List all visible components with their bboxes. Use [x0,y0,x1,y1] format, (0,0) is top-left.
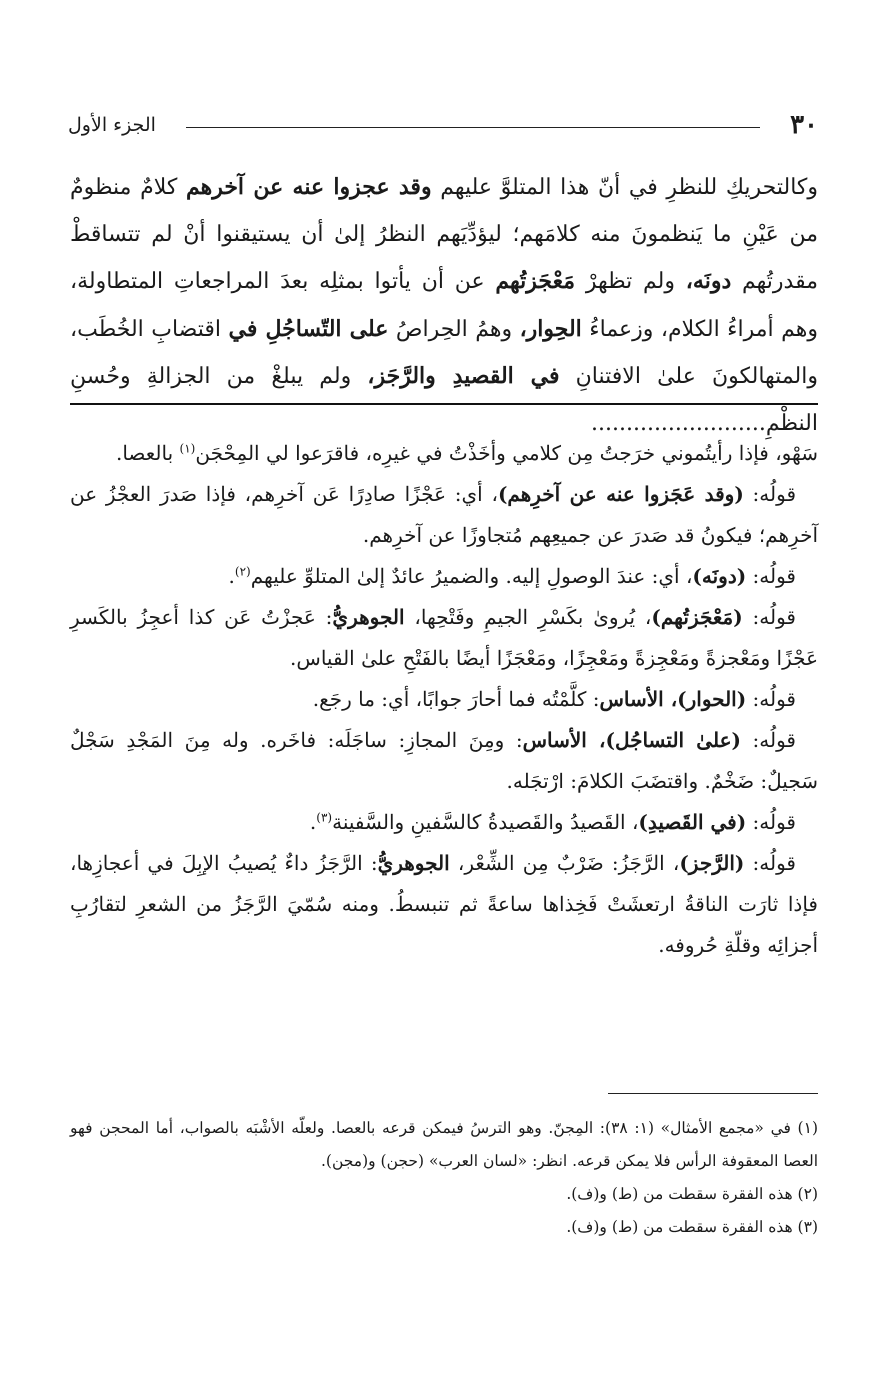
continuation-dots: ......................... [591,410,766,436]
commentary-label: قولُه: [744,851,796,875]
commentary-paragraph [70,843,818,966]
main-text-emphasis: الحِوار، [519,315,582,342]
commentary-lemma: (دونَه) [692,564,747,588]
main-text-segment: اقتضابِ الخُطَب، والمتهالكونَ علىٰ الافتنانِ [70,316,818,389]
commentary-label: قولُه: [740,728,796,752]
running-header [68,110,818,142]
commentary-text: سَهْو، فإذا رأيتُموني خرَجتُ مِن كلامي وأخَذْتُ في غيرِه، فاقرَعوا لي المِحْجَن [195,441,818,465]
footnote-divider [608,1093,818,1094]
commentary-paragraph [70,720,818,802]
commentary-paragraph [70,433,818,474]
footnote-marker: (٣) [316,810,333,825]
main-text-emphasis: مَعْجَزتُهم [495,268,576,294]
footnotes [70,1112,818,1244]
commentary-lemma: (الحوار)، الأساس [599,687,747,711]
main-text-segment: عن أن يأتوا بمثلِه بعدَ المراجعاتِ المتطاولة، وهم أمراءُ الكلام، وزعماءُ [70,269,819,342]
footnote-3: (٣) هذه الفقرة سقطت من (ط) و(ف). [566,1218,818,1236]
commentary-text: ، الرَّجَزُ: ضَرْبٌ مِن الشِّعْر، [449,851,680,875]
commentary-lemma: (علىٰ التساجُل)، الأساس [522,728,741,752]
main-text-emphasis: في القصيدِ والرَّجَز، [367,363,560,389]
commentary-text: ، أي: عندَ الوصولِ إليه. والضميرُ عائدٌ إلىٰ المتلوِّ عليهم [250,564,693,588]
commentary-lemma: (وقد عَجَزوا عنه عن آخرِهم) [497,482,744,506]
commentary [70,433,818,966]
section-title: الجزء الأول [68,114,156,136]
commentary-paragraph [70,597,818,679]
commentary-label: قولُه: [746,564,796,588]
commentary-text: ، القَصيدُ والقَصيدةُ كالسَّفينِ والسَّفينة [332,810,639,834]
footnote-1 [70,1112,818,1178]
commentary-label: قولُه: [742,605,796,629]
commentary-text: . [309,810,317,834]
commentary-lemma: (الرَّجز) [679,851,745,875]
commentary-source: الجوهريُّ [332,605,405,629]
footnote-text: المحجن فهو العصا المعقوفة الرأس فلا يمكن قرعه. انظر: «لسان العرب» (حجن) و(مجن). [70,1119,818,1170]
commentary-paragraph [70,474,818,556]
commentary-text: بالعصا. [115,441,180,465]
main-text-emphasis: دونَه، [685,268,732,294]
commentary-label: قولُه: [746,810,796,834]
commentary-lemma: (في القَصيدِ) [638,810,747,834]
commentary-text: ، يُروىٰ بكَسْرِ الجيمِ وفَتْحِها، [404,605,652,629]
main-text-segment: كلامٌ منظومٌ من عَيْنِ ما يَنظمونَ منه كلامَهم؛ ليؤدِّيَهم النظرُ إلىٰ أن يستيقنوا أنْ لم تتساقطْ مقدرتُهم [70,175,819,294]
main-text-segment: ولم تظهرْ [575,269,686,294]
commentary-paragraph [70,802,818,843]
header-divider [186,127,760,128]
page-number: ٣٠ [790,110,818,140]
commentary-text: : الرَّجَزُ داءٌ يُصيبُ الإبِلَ في أعجازِها، فإذا ثارَت الناقةُ ارتعشَتْ فَخِذاها ساعةً ثم تنبسطُ. ومنه سُمّيَ الرَّجَزُ من الشعرِ لتقارُبِ أجزائِه وقلّةِ حُروفه. [70,851,818,957]
footnote-marker: (٢) [234,564,251,579]
main-text-emphasis: على التّساجُلِ في [228,315,389,342]
commentary-label: قولُه: [746,687,796,711]
main-text-segment: ولم يبلغْ من الجزالةِ وحُسنِ النظْمِ [70,364,818,436]
commentary-paragraph [70,556,818,597]
main-text-segment: وهمُ الحِراصُ [388,316,520,342]
footnote-text: (١) في «مجمع الأمثال» (١: ٣٨): المِجنّ. وهو الترسُ فيمكن قرعه بالعصا. ولعلّه الأشْبَه بالصواب، أما [155,1119,818,1137]
footnote-marker: (١) [179,441,196,456]
commentary-paragraph [70,679,818,720]
main-text-segment: وكالتحريكِ للنظرِ في أنّ هذا المتلوَّ عليهم [431,175,818,200]
commentary-text: : ومِنَ المجازِ: ساجَلَه: فاخَره. وله مِنَ المَجْدِ سَجْلٌ سَجيلٌ: ضَخْمٌ. واقتضَبَ الكلامَ: ارْتجَله. [70,728,818,793]
main-text-divider [70,403,818,405]
commentary-text: . [228,564,235,588]
commentary-text: : عَجزْتُ عَن كذا أعجِزُ بالكَسرِ عَجْزًا ومَعْجزةً ومَعْجِزةً ومَعْجِزًا، ومَعْجَزًا أيضًا بالفَتْحِ علىٰ القياس. [70,605,818,670]
commentary-label: قولُه: [743,482,797,506]
footnote-2: (٢) هذه الفقرة سقطت من (ط) و(ف). [566,1185,818,1203]
commentary-text: : كلَّمْتُه فما أحارَ جوابًا، أي: ما رجَع. [312,687,600,711]
commentary-text: ، أي: عَجْزًا صادِرًا عَن آخرِهم، فإذا صَدرَ العجْزُ عن آخرِهم؛ فيكونُ قد صَدرَ عن جميعِهم مُتجاوزًا عن آخرِهم. [70,482,818,547]
commentary-source: الجوهريُّ [377,851,450,875]
commentary-lemma: (مَعْجَزتُهم) [651,605,743,629]
main-text-emphasis: وقد عجزوا عنه عن آخرهم [185,174,432,200]
